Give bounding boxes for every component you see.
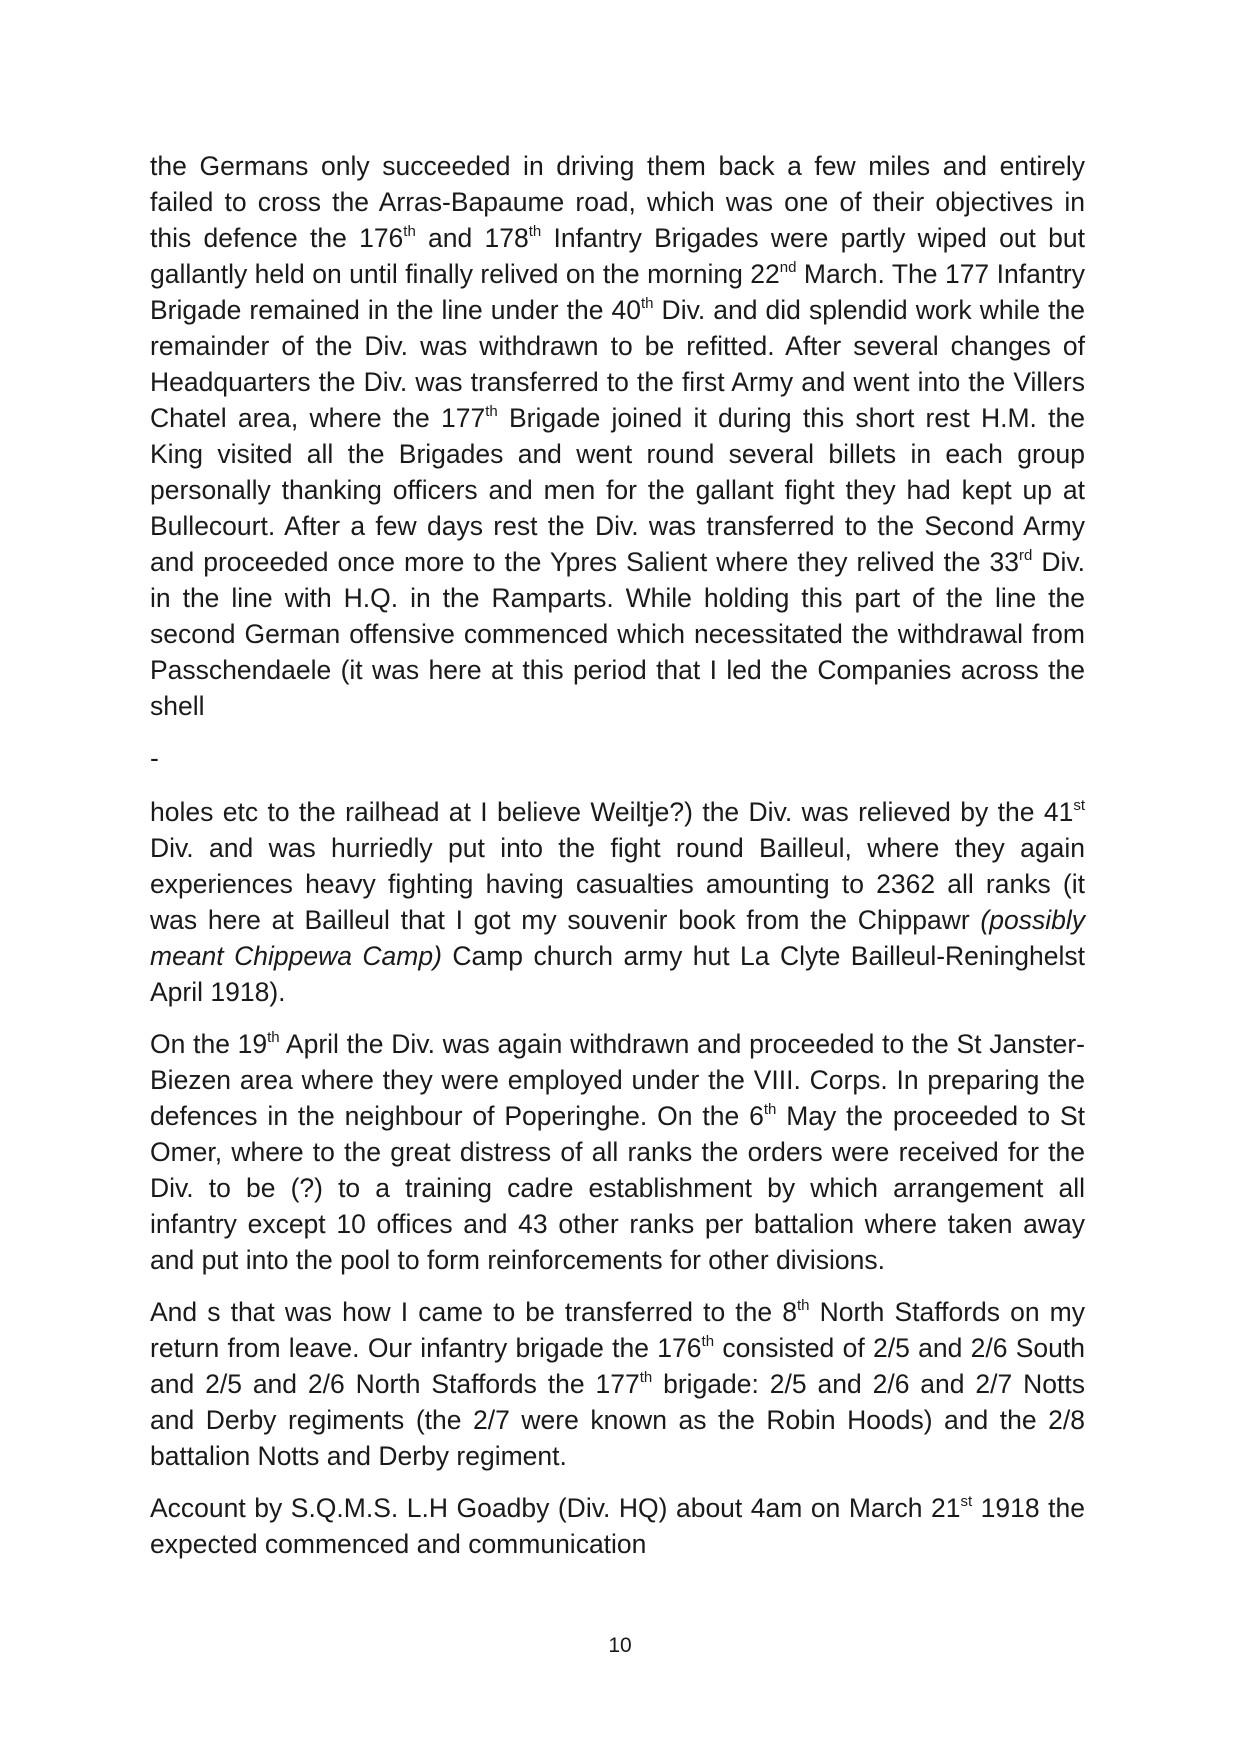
ordinal-superscript: th [639,1369,653,1387]
ordinal-superscript: th [640,295,654,313]
paragraph-1: the Germans only succeeded in driving them back a few miles and entirely failed to cross the Arras-Bapaume road, which was one of their objectives in this defence the 176th and 178th Infantry Brigades were partly wiped out but gallantly held on until finally relived on the morning 22nd March. The 177 Infantry Brigade remained in the line under the 40th Div. and did splendid work while the remainder of the Div. was withdrawn to be refitted. After several changes of Headquarters the Div. was transferred to the first Army and went into the Villers Chatel area, where the 177th Brigade joined it during this short rest H.M. the King visited all the Brigades and went round several billets in each group personally thanking officers and men for the gallant fight they had kept up at Bullecourt. After a few days rest the Div. was transferred to the Second Army and proceeded once more to the Ypres Salient where they relived the 33rd Div. in the line with H.Q. in the Ramparts. While holding this part of the line the second German offensive commenced which necessitated the withdrawal from Passchendaele (it was here at this period that I led the Companies across the shell [150,151,1085,721]
page-number: 10 [608,1634,632,1657]
ordinal-superscript: th [796,1297,810,1315]
paragraph-2: holes etc to the railhead at I believe Weiltje?) the Div. was relieved by the 41st Div. and was hurriedly put into the fight round Bailleul, where they again experiences heavy fighting having casualties amounting to 2362 all ranks (it was here at Bailleul that I got my souvenir book from the Chippawr (possibly meant Chippewa Camp) Camp church army hut La Clyte Bailleul-Reninghelst April 1918). [150,797,1086,1007]
paragraph-3: On the 19th April the Div. was again withdrawn and proceeded to the St Janster-Biezen area where they were employed under the VIII. Corps. In preparing the defences in the neighbour of Poperinghe. On the 6th May the proceeded to St Omer, where to the great distress of all ranks the orders were received for the Div. to be (?) to a training cadre establishment by which arrangement all infantry except 10 offices and 43 other ranks per battalion where taken away and put into the pool to form reinforcements for other divisions. [150,1029,1085,1275]
document-body [150,148,1085,1578]
ordinal-superscript: th [403,223,416,241]
paragraph-separator-dash: - [150,743,159,773]
ordinal-superscript: th [267,1029,280,1047]
ordinal-superscript: nd [779,259,797,277]
ordinal-superscript: th [763,1101,777,1119]
editorial-note: (possibly meant Chippewa Camp) [150,905,1085,971]
ordinal-superscript: th [528,223,542,241]
ordinal-superscript: th [701,1333,715,1351]
ordinal-superscript: st [960,1493,973,1511]
paragraph-5: Account by S.Q.M.S. L.H Goadby (Div. HQ) about 4am on March 21st 1918 the expected commenced and communication [150,1493,1085,1559]
ordinal-superscript: th [485,403,498,421]
paragraph-4: And s that was how I came to be transferred to the 8th North Staffords on my return from leave. Our infantry brigade the 176th consisted of 2/5 and 2/6 South and 2/5 and 2/6 North Staffords the 177th brigade: 2/5 and 2/6 and 2/7 Notts and Derby regiments (the 2/7 were known as the Robin Hoods) and the 2/8 battalion Notts and Derby regiment. [150,1297,1086,1471]
ordinal-superscript: rd [1018,547,1033,565]
ordinal-superscript: st [1073,797,1085,815]
